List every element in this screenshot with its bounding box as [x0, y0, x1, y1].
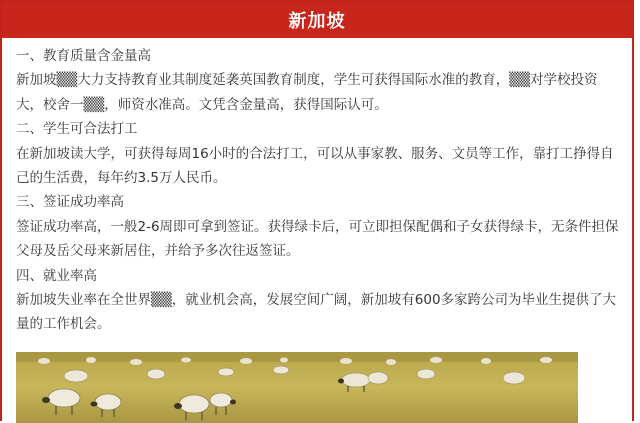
- section-title-employment: 四、就业率高: [16, 267, 97, 284]
- section-title-visa: 三、签证成功率高: [16, 194, 124, 211]
- section-body-education: 新加坡▒▒大力支持教育业其制度延袭英国教育制度，学生可获得国际水准的教育，▒▒对学校投资大，校舍一▒▒，师资水准高。文凭含金量高，获得国际认可。: [16, 72, 598, 113]
- section-body-work: 在新加坡读大学，可获得每周16小时的合法打工，可以从事家教、服务、文员等工作，靠打工挣得自己的生活费，每年约3.5万人民币。: [16, 145, 614, 187]
- sheep-field-illustration: [16, 352, 578, 423]
- page-title: 新加坡: [288, 11, 346, 32]
- section-title-work: 二、学生可合法打工: [16, 121, 138, 138]
- card-content: [2, 38, 632, 337]
- section-title-education: 一、教育质量含金量高: [16, 48, 151, 64]
- sheep-field-image: [16, 352, 578, 423]
- section-body-employment: 新加坡失业率在全世界▒▒，就业机会高，发展空间广阔，新加坡有600多家跨公司为毕业生提供了大量的工作机会。: [16, 292, 617, 333]
- card-header: [2, 2, 632, 38]
- section-body-visa: 签证成功率高，一般2-6周即可拿到签证。获得绿卡后，可立即担保配偶和子女获得绿卡，无条件担保父母及岳父母来新居住，并给予多次往返签证。: [16, 218, 619, 260]
